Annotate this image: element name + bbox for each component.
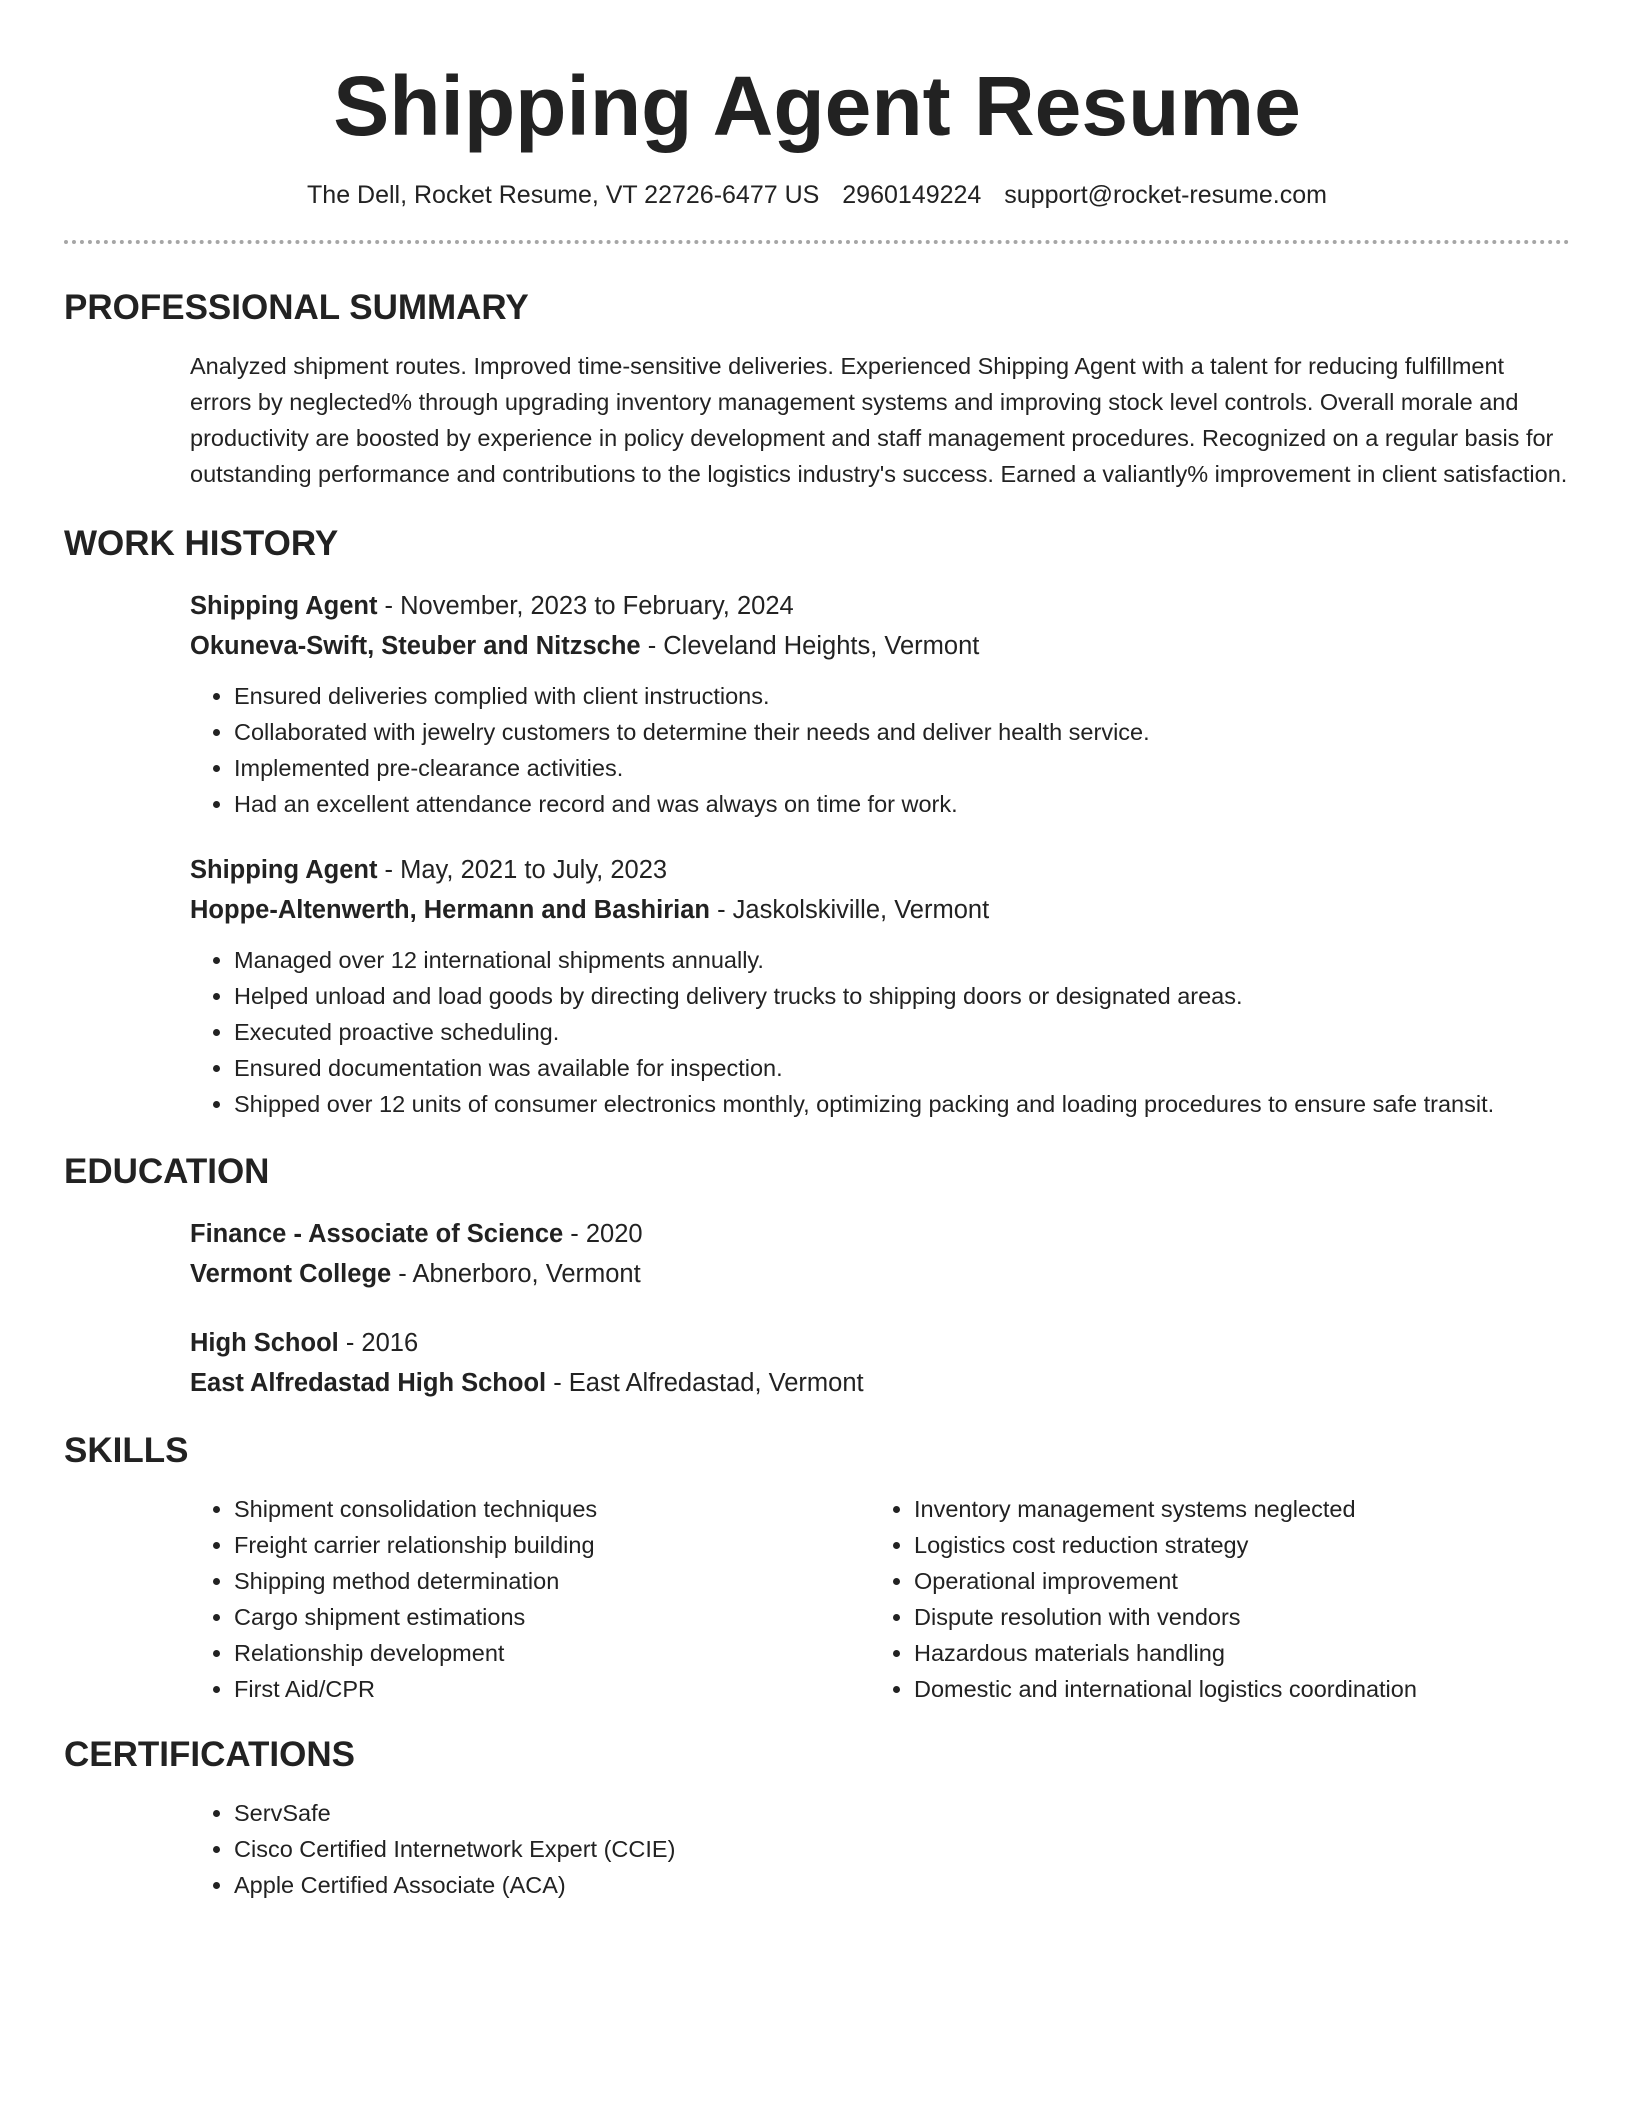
certifications-section xyxy=(64,1733,1570,1903)
job-company-line xyxy=(190,890,1570,930)
job-title-line xyxy=(190,586,1570,626)
education-location: - East Alfredastad, Vermont xyxy=(546,1369,864,1397)
job-company-line xyxy=(190,626,1570,666)
skill-item: • Logistics cost reduction strategy xyxy=(914,1527,1550,1563)
job-company: Hoppe-Altenwerth, Hermann and Bashirian xyxy=(190,896,710,924)
skill-item: • Cargo shipment estimations xyxy=(234,1599,870,1635)
job-bullet: • Ensured deliveries complied with client instructions. xyxy=(234,678,1570,714)
education-entry xyxy=(190,1323,1570,1403)
certification-item: • Cisco Certified Internetwork Expert (CCIE) xyxy=(234,1831,1570,1867)
education-school: Vermont College xyxy=(190,1260,392,1288)
education-heading: EDUCATION xyxy=(64,1152,270,1191)
skills-section xyxy=(64,1429,1570,1707)
contact-email: support@rocket-resume.com xyxy=(1004,181,1327,209)
work-history-section xyxy=(64,522,1570,1122)
education-location: - Abnerboro, Vermont xyxy=(391,1260,641,1288)
job-location: - Jaskolskiville, Vermont xyxy=(710,896,990,924)
summary-section xyxy=(64,286,1570,492)
education-year: - 2016 xyxy=(338,1329,419,1357)
contact-address: The Dell, Rocket Resume, VT 22726-6477 US xyxy=(307,181,820,209)
job-bullet: • Ensured documentation was available for inspection. xyxy=(234,1050,1570,1086)
job-title-line xyxy=(190,850,1570,890)
education-school-line xyxy=(190,1363,1570,1403)
work-history-heading: WORK HISTORY xyxy=(64,524,339,563)
job-bullet: • Managed over 12 international shipments annually. xyxy=(234,942,1570,978)
skills-grid xyxy=(190,1491,1570,1707)
skills-list-left xyxy=(190,1491,870,1707)
job-dates: - November, 2023 to February, 2024 xyxy=(377,592,794,620)
education-section xyxy=(64,1150,1570,1403)
skills-heading: SKILLS xyxy=(64,1431,189,1470)
job-bullet: • Helped unload and load goods by directing delivery trucks to shipping doors or designated areas. xyxy=(234,978,1570,1014)
certification-item: • Apple Certified Associate (ACA) xyxy=(234,1867,1570,1903)
resume-page xyxy=(64,0,1570,1903)
resume-title: Shipping Agent Resume xyxy=(333,59,1301,153)
job-bullet: • Executed proactive scheduling. xyxy=(234,1014,1570,1050)
education-school-line xyxy=(190,1254,1570,1294)
education-degree-line xyxy=(190,1214,1570,1254)
skill-item: • Operational improvement xyxy=(914,1563,1550,1599)
skill-item: • Shipment consolidation techniques xyxy=(234,1491,870,1527)
skill-item: • Freight carrier relationship building xyxy=(234,1527,870,1563)
job-dates: - May, 2021 to July, 2023 xyxy=(377,856,668,884)
skill-item: • Shipping method determination xyxy=(234,1563,870,1599)
job-bullets xyxy=(190,942,1570,1122)
skill-item: • Relationship development xyxy=(234,1635,870,1671)
job-bullets xyxy=(190,678,1570,822)
job-bullet: • Shipped over 12 units of consumer electronics monthly, optimizing packing and loading procedures to ensure safe transit. xyxy=(234,1086,1570,1122)
job-bullet: • Had an excellent attendance record and was always on time for work. xyxy=(234,786,1570,822)
job-entry xyxy=(190,586,1570,822)
education-degree-line xyxy=(190,1323,1570,1363)
contact-line xyxy=(64,178,1570,212)
skill-item: • Inventory management systems neglected xyxy=(914,1491,1550,1527)
contact-phone: 2960149224 xyxy=(842,181,982,209)
education-year: - 2020 xyxy=(563,1220,643,1248)
job-title: Shipping Agent xyxy=(190,856,378,884)
header-divider xyxy=(64,240,1570,244)
job-company: Okuneva-Swift, Steuber and Nitzsche xyxy=(190,632,641,660)
summary-heading: PROFESSIONAL SUMMARY xyxy=(64,288,529,327)
education-degree: High School xyxy=(190,1329,339,1357)
summary-text: Analyzed shipment routes. Improved time-sensitive deliveries. Experienced Shipping Agent with a talent for reducing fulfillment errors by neglected% through upgrading inventory management systems and improving stock level controls. Overall morale and productivity are boosted by experience in policy development and staff management procedures. Recognized on a regular basis for outstanding performance and contributions to the logistics industry's success. Earned a valiantly% improvement in client satisfaction. xyxy=(190,353,1568,487)
education-school: East Alfredastad High School xyxy=(190,1369,547,1397)
certification-item: • ServSafe xyxy=(234,1795,1570,1831)
job-entry xyxy=(190,850,1570,1122)
education-entry xyxy=(190,1214,1570,1294)
education-degree: Finance - Associate of Science xyxy=(190,1220,564,1248)
skill-item: • First Aid/CPR xyxy=(234,1671,870,1707)
job-bullet: • Implemented pre-clearance activities. xyxy=(234,750,1570,786)
certifications-list xyxy=(190,1795,1570,1903)
skills-list-right xyxy=(870,1491,1550,1707)
job-location: - Cleveland Heights, Vermont xyxy=(640,632,980,660)
job-title: Shipping Agent xyxy=(190,592,378,620)
job-bullet: • Collaborated with jewelry customers to determine their needs and deliver health service. xyxy=(234,714,1570,750)
skill-item: • Dispute resolution with vendors xyxy=(914,1599,1550,1635)
certifications-heading: CERTIFICATIONS xyxy=(64,1735,356,1774)
skill-item: • Hazardous materials handling xyxy=(914,1635,1550,1671)
skill-item: • Domestic and international logistics coordination xyxy=(914,1671,1550,1707)
certifications-body xyxy=(190,1795,1570,1903)
